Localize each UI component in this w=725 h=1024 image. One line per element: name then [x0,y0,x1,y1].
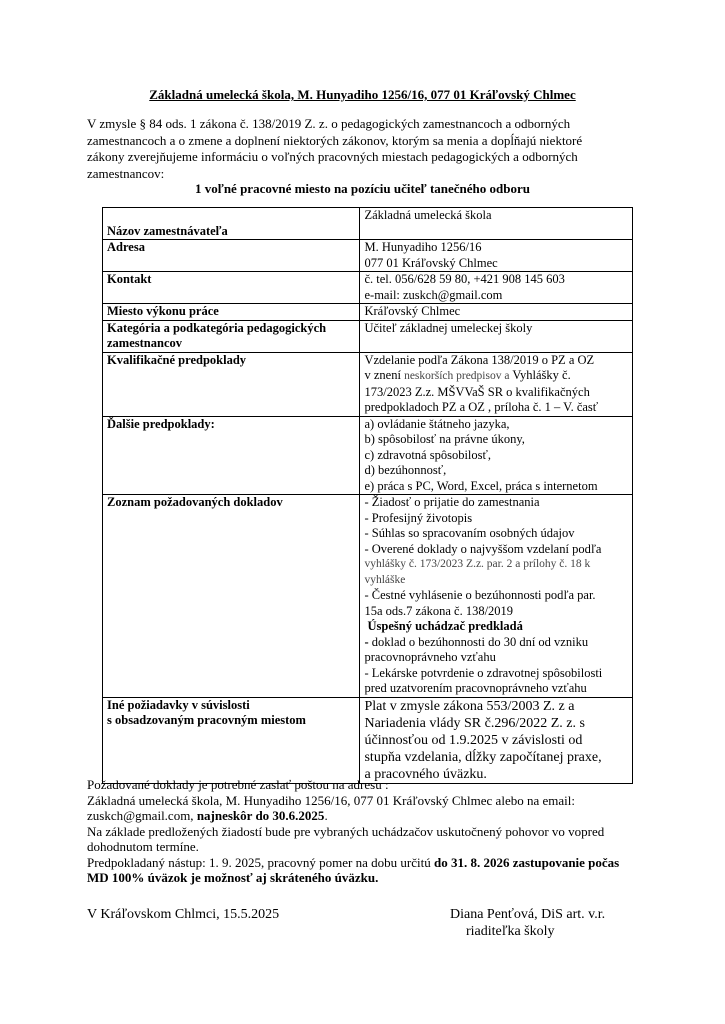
salary-info [360,697,633,783]
interview-line: Na základe predložených žiadostí bude pre vybraných uchádzačov uskutočnený pohovor vo vopred [87,823,605,839]
qualification-text: Vyhlášky č. [512,368,571,382]
document-item-detail: vyhlášky č. 173/2023 Z.z. par. 2 a prílohy č. 18 k [364,558,591,570]
successful-candidate-heading: Úspešný uchádzač predkladá [367,619,523,633]
start-line [87,855,647,871]
contact-label: Kontakt [103,272,360,304]
intro-line: V zmysle § 84 ods. 1 zákona č. 138/2019 Z. z. o pedagogických zamestnancoch a odborných [87,116,571,131]
qualification-line: Vzdelanie podľa Zákona 138/2019 o PZ a OZ [364,352,595,367]
intro-line: zákony zverejňujeme informáciu o voľných pracovných miestach pedagogických a odborných [87,149,578,164]
qualification-line: 173/2023 Z.z. MŠVVaŠ SR o kvalifikačných [364,384,590,399]
address-label: Adresa [103,240,360,272]
table-row [103,304,633,321]
label-line: s obsadzovaným pracovným miestom [107,713,306,727]
employer-value: Základná umelecká škola [360,208,633,240]
table-row [103,320,633,352]
requirement-item: a) ovládanie štátneho jazyka, [364,416,510,431]
document-item [364,635,628,651]
position-title: 1 voľné pracovné miesto na pozíciu učiteľ tanečného odboru [194,181,530,196]
start-line-bold: MD 100% úväzok je možnosť aj skráteného úväzku. [87,870,379,885]
qualification-text: v znení [364,368,401,382]
table-row [103,697,633,783]
qualification-value [360,352,633,416]
document-item: - Profesijný životopis [364,510,473,525]
contact-email: e-mail: zuskch@gmail.com [364,287,503,302]
workplace-label: Miesto výkonu práce [103,304,360,321]
requirement-item: e) práca s PC, Word, Excel, práca s internetom [364,478,598,493]
documents-label: Zoznam požadovaných dokladov [103,495,360,698]
start-text: Predpokladaný nástup: 1. 9. 2025, pracovný pomer na dobu určitú [87,854,434,870]
document-item: - Overené doklady o najvyššom vzdelaní podľa [364,541,602,556]
document-item-detail: pracovnoprávneho vzťahu [364,650,496,664]
document-item: - Čestné vyhlásenie o bezúhonnosti podľa par. [364,588,596,602]
table-row [103,352,633,416]
submission-line: Základná umelecká škola, M. Hunyadiho 1256/16, 077 01 Kráľovský Chlmec alebo na email: [87,792,575,808]
salary-line: a pracovného úväzku. [364,766,487,782]
document-item-detail: pred uzatvorením pracovnoprávneho vzťahu [364,681,587,695]
qualification-text-gray: neskorších predpisov a [404,370,510,382]
qualification-label: Kvalifikačné predpoklady [103,352,360,416]
deadline-text: najneskôr do 30.6.2025 [196,808,325,823]
document-item-detail: 15a ods.7 zákona č. 138/2019 [364,603,514,618]
document-item-detail: vyhláške [364,573,406,586]
other-requirements-value [360,416,633,495]
workplace-value: Kráľovský Chlmec [360,304,633,321]
table-row [103,416,633,495]
signatory-name: Diana Penťová, DiS art. v.r. [450,907,606,922]
intro-line: zamestnancoch a o zmene a doplnení niektorých zákonov, ktorým sa menia a dopĺňajú niektoré [87,132,583,148]
employer-label: Názov zamestnávateľa [103,208,360,240]
document-item: - Žiadosť o prijatie do zamestnania [364,495,540,509]
address-line: 077 01 Kráľovský Chlmec [364,255,498,270]
qualification-line [364,368,628,385]
school-header-title: Základná umelecká škola, M. Hunyadiho 1256/16, 077 01 Kráľovský Chlmec [149,87,576,102]
table-row [103,272,633,304]
contact-value [360,272,633,304]
salary-line: účinnosťou od 1.9.2025 v závislosti od [364,732,583,748]
qualification-line: predpokladoch PZ a OZ , príloha č. 1 – V. časť [364,400,599,414]
email-text: zuskch@gmail.com, [87,808,197,823]
place-date: V Kráľovskom Chlmci, 15.5.2025 [87,907,280,922]
requirement-item: b) spôsobilosť na právne úkony, [364,432,525,446]
table-row [103,240,633,272]
dash: - [364,634,369,649]
category-label: Kategória a podkategória pedagogických zamestnancov [103,320,360,352]
requirement-item: d) bezúhonnosť, [364,463,447,477]
table-row [103,495,633,698]
submission-info [87,777,647,886]
intro-paragraph [87,116,647,182]
other-demands-label [103,697,360,783]
label-line: Iné požiadavky v súvislosti [107,697,250,712]
period: . [324,808,328,823]
documents-value [360,495,633,698]
salary-line: Plat v zmysle zákona 553/2003 Z. z a [364,698,575,714]
address-line: M. Hunyadiho 1256/16 [364,240,482,254]
document-item: - Súhlas so spracovaním osobných údajov [364,526,575,540]
signatory-role: riaditeľka školy [466,924,555,939]
interview-line: dohodnutom termíne. [87,839,199,854]
job-info-table [102,207,633,784]
requirement-item: c) zdravotná spôsobilosť, [364,447,491,462]
table-row [103,208,633,240]
document-item: - Lekárske potvrdenie o zdravotnej spôsobilosti [364,665,603,680]
salary-line: stupňa vzdelania, dĺžky započítanej praxe, [364,749,602,765]
start-text-bold: do 31. 8. 2026 zastupovanie počas [433,854,620,870]
other-requirements-label: Ďalšie predpoklady: [103,416,360,495]
salary-line: Nariadenia vlády SR č.296/2022 Z. z. s [364,715,585,731]
submission-line: Požadované doklady je potrebné zaslať poštou na adresu : [87,777,389,792]
contact-phone: č. tel. 056/628 59 80, +421 908 145 603 [364,272,565,286]
address-value [360,240,633,272]
intro-line: zamestnancov: [87,165,165,181]
submission-line [87,808,647,824]
document-text: doklad o bezúhonnosti do 30 dní od vzniku [368,634,589,649]
category-value: Učiteľ základnej umeleckej školy [360,320,633,352]
